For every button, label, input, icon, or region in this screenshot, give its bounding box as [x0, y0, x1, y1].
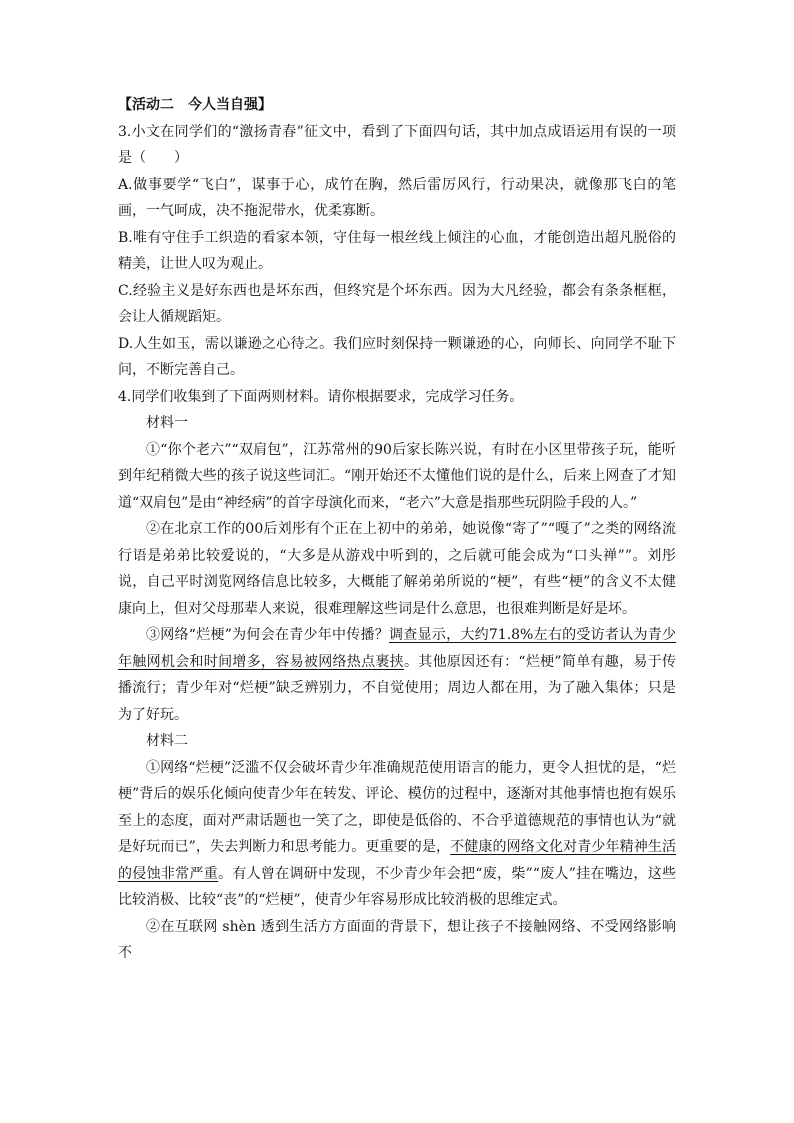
- material-1-paragraph-2: ②在北京工作的00后刘彤有个正在上初中的弟弟，她说像“寄了”“嘎了”之类的网络流行语是弟弟比较爱说的，“大多是从游戏中听到的，之后就可能会成为“口头禅””。刘彤说，自己平时浏览网络信息比较多，大概能了解弟弟所说的“梗”，有些“梗”的含义不太健康向上，但对父母那辈人来说，很难理解这些词是什么意思，也很难判断是好是坏。: [118, 521, 676, 617]
- material-1-paragraph-1: ①“你个老六”“双肩包”，江苏常州的90后家长陈兴说，有时在小区里带孩子玩，能听到年纪稍微大些的孩子说这些词汇。“刚开始还不太懂他们说的是什么，后来上网查了才知道“双肩包”是由“神经病”的首字母演化而来，“老六”大意是指那些玩阴险手段的人。”: [118, 441, 676, 511]
- question-3-stem: 3.小文在同学们的“激扬青春”征文中，看到了下面四句话，其中加点成语运用有误的一项是（ ）: [118, 123, 676, 166]
- material-2-paragraph-1-rest: 。有人曾在调研中发现，不少青少年会把“废，柴”“废人”挂在嘴边，这些比较消极、比较“丧”的“烂梗”，使青少年容易形成比较消极的思维定式。: [118, 865, 676, 908]
- material-1-title: 材料一: [146, 415, 188, 431]
- material-2-paragraph-1: [118, 755, 676, 914]
- question-3-option-b: B.唯有守住手工织造的看家本领，守住每一根丝线上倾注的心血，才能创造出超凡脱俗的精美，让世人叹为观止。: [118, 229, 676, 272]
- section-heading: 【活动二 今人当自强】: [118, 97, 272, 113]
- question-3-option-d: D.人生如玉，需以谦逊之心待之。我们应时刻保持一颗谦逊的心，向师长、向同学不耻下问，不断完善自己。: [118, 335, 676, 378]
- question-4-stem: 4.同学们收集到了下面两则材料。请你根据要求，完成学习任务。: [118, 388, 524, 405]
- material-2-title: 材料二: [146, 733, 188, 749]
- question-3-option-a: A.做事要学“飞白”，谋事于心，成竹在胸，然后雷厉风行，行动果决，就像那飞白的笔画，一气呵成，决不拖泥带水，优柔寡断。: [118, 176, 676, 219]
- question-3-option-c: C.经验主义是好东西也是坏东西，但终究是个坏东西。因为大凡经验，都会有条条框框，会让人循规蹈矩。: [118, 282, 676, 325]
- document-body: [118, 92, 676, 967]
- material-2-paragraph-2: ②在互联网 shèn 透到生活方方面面的背景下，想让孩子不接触网络、不受网络影响不: [118, 918, 676, 961]
- material-1-paragraph-3: [118, 622, 676, 728]
- material-2-underlined-sentence: 不健康的网络文化对青少年精神生活的侵蚀非常严重: [118, 839, 677, 882]
- material-1-paragraph-3-rest: 。其他原因还有：“烂梗”简单有趣，易于传播流行；青少年对“烂梗”缺乏辨别力，不自觉使用；周边人都在用，为了融入集体；只是为了好玩。: [118, 653, 676, 723]
- material-1-underlined-sentence: 调查显示，大约71.8%左右的受访者认为青少年触网机会和时间增多，容易被网络热点裹挟: [118, 627, 676, 670]
- material-2-paragraph-1-lead: ①网络“烂梗”泛滥不仅会破坏青少年准确规范使用语言的能力，更令人担忧的是，“烂梗”背后的娱乐化倾向使青少年在转发、评论、模仿的过程中，逐渐对其他事情也抱有娱乐至上的态度，面对严肃话题也一笑了之，即使是低俗的、不合乎道德规范的事情也认为“就是好玩而已”，失去判断力和思考能力。更重要的是，: [118, 759, 676, 855]
- material-1-paragraph-3-lead: ③网络“烂梗”为何会在青少年中传播？: [146, 627, 390, 643]
